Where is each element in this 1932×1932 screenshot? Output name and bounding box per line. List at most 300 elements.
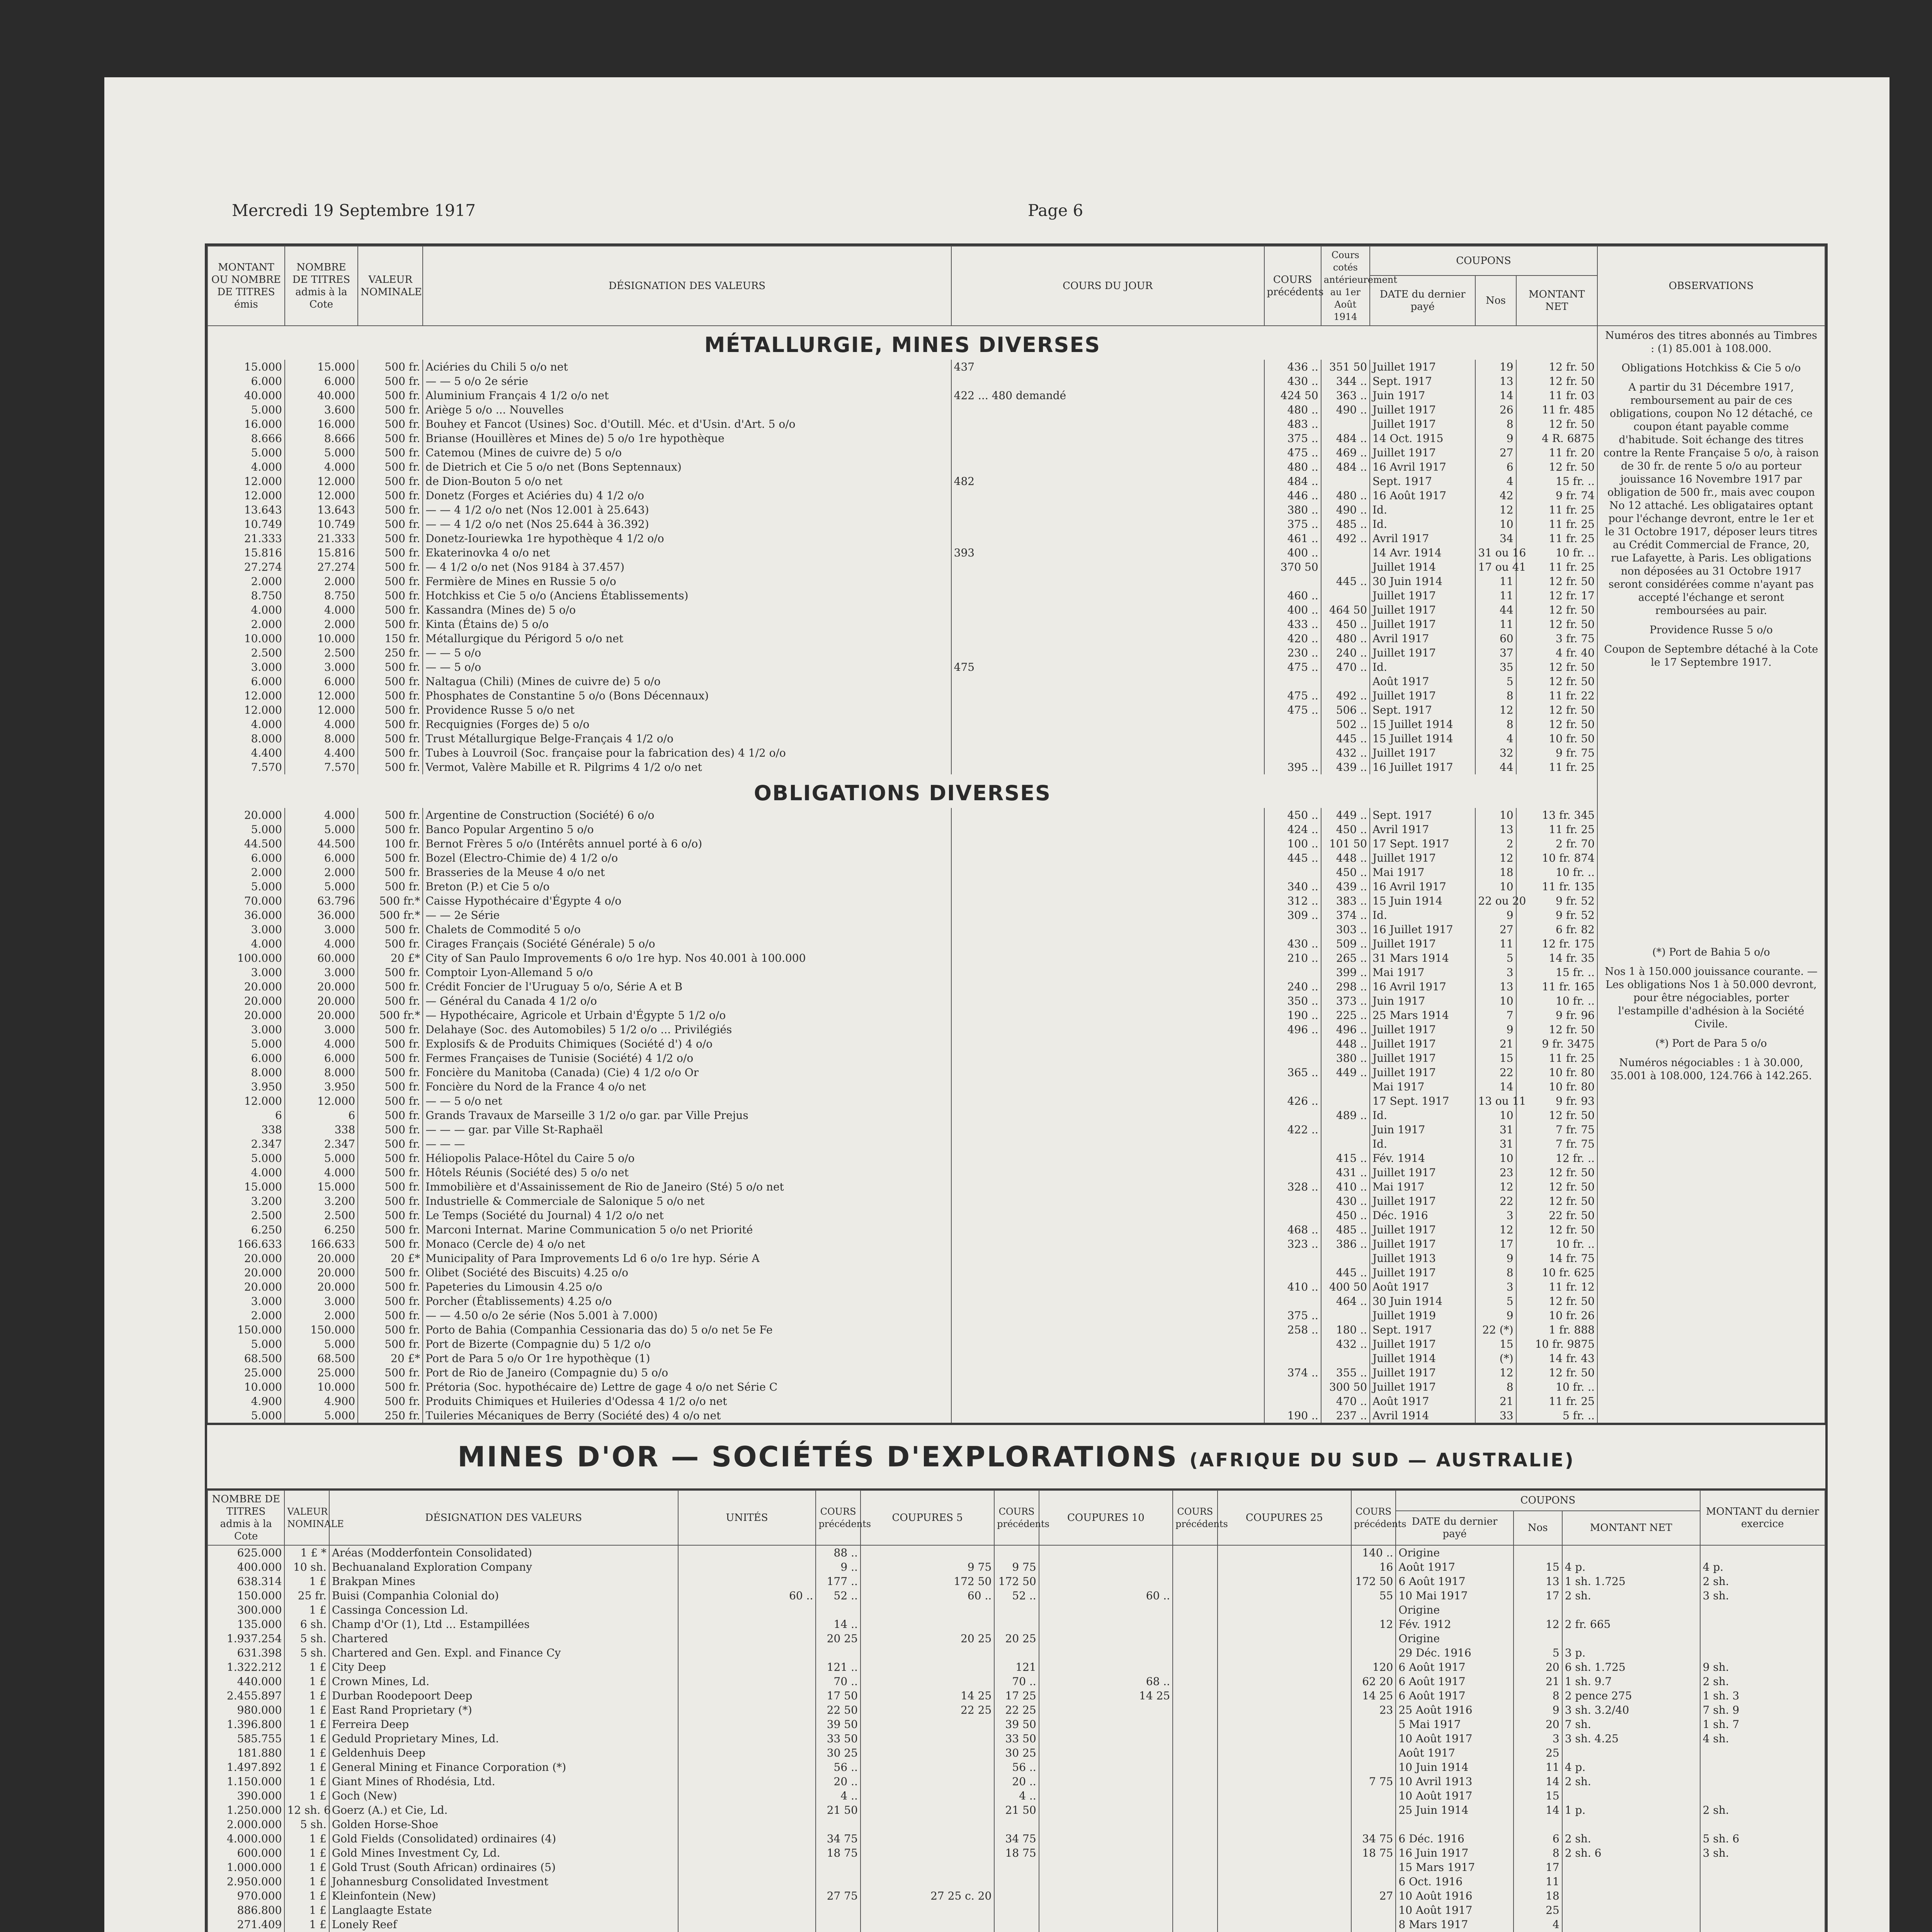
- cell-valeur: 1 £: [284, 1774, 329, 1789]
- cell-no: 11: [1514, 1874, 1562, 1889]
- cell-valeur: 5 sh.: [284, 1817, 329, 1832]
- cell-date: Juillet 1917: [1370, 360, 1475, 374]
- cell-no: 37: [1475, 646, 1516, 660]
- cell-net: 2 sh.: [1562, 1588, 1700, 1603]
- cell-cours-jour: [951, 603, 1264, 617]
- table-row: [207, 503, 1825, 517]
- table-row: [207, 388, 1825, 403]
- table-row: [207, 951, 1825, 965]
- cell-coupures5: [861, 1760, 994, 1774]
- cell-valeur: 500 fr.: [358, 1051, 423, 1065]
- cell-valeur: 500 fr.: [358, 503, 423, 517]
- cell-date: 25 Août 1916: [1396, 1703, 1513, 1717]
- mo-col-no: Nos: [1514, 1511, 1562, 1545]
- cell-admis: 2.500: [285, 646, 358, 660]
- table-row: [207, 851, 1825, 865]
- cell-valeur: 500 fr.: [358, 374, 423, 388]
- cell-cours-prec: 400 ..: [1264, 546, 1321, 560]
- cell-cours-prec: 480 ..: [1264, 403, 1321, 417]
- cell-no: 60: [1475, 631, 1516, 646]
- cell-date: Avril 1917: [1370, 631, 1475, 646]
- table-row: [207, 1603, 1825, 1617]
- cell-admis: 3.000: [285, 660, 358, 674]
- cell-cours2: 39 50: [994, 1717, 1039, 1731]
- cell-cours4: [1351, 1631, 1396, 1646]
- cell-designation: Industrielle & Commerciale de Salonique 5 o/o net: [423, 1194, 951, 1208]
- cell-date: Id.: [1370, 1137, 1475, 1151]
- cell-coupures25: [1218, 1631, 1351, 1646]
- cell-cours4: [1351, 1717, 1396, 1731]
- cell-designation: Goch (New): [329, 1789, 678, 1803]
- cell-designation: — — 4 1/2 o/o net (Nos 12.001 à 25.643): [423, 503, 951, 517]
- cell-valeur: 500 fr.: [358, 360, 423, 374]
- cell-cours-jour: [951, 879, 1264, 894]
- cell-net: 12 fr. 50: [1516, 603, 1597, 617]
- cell-admis: 16.000: [285, 417, 358, 431]
- cell-date: Mai 1917: [1370, 965, 1475, 980]
- cell-cours-prec: 450 ..: [1264, 808, 1321, 822]
- cell-cours-prec: 420 ..: [1264, 631, 1321, 646]
- cell-date: 16 Avril 1917: [1370, 980, 1475, 994]
- cell-valeur: 500 fr.: [358, 1237, 423, 1251]
- cell-net: 4 fr. 40: [1516, 646, 1597, 660]
- cell-net: 9 fr. 74: [1516, 488, 1597, 503]
- cell-cours-ante: 431 ..: [1321, 1165, 1370, 1180]
- cell-cours2: 56 ..: [994, 1760, 1039, 1774]
- mo-col-valeur: VALEUR NOMINALE: [284, 1490, 329, 1545]
- cell-coupures10: [1039, 1603, 1173, 1617]
- cell-cours-ante: 415 ..: [1321, 1151, 1370, 1165]
- cell-net: 12 fr. 50: [1516, 1180, 1597, 1194]
- cell-cours-ante: 449 ..: [1321, 1065, 1370, 1080]
- cell-emis: 3.000: [207, 660, 285, 674]
- cell-coupures5: [861, 1660, 994, 1674]
- cell-coupures5: [861, 1903, 994, 1917]
- cell-coupures5: 172 50: [861, 1574, 994, 1588]
- cell-valeur: 1 £: [284, 1703, 329, 1717]
- cell-emis: 100.000: [207, 951, 285, 965]
- cell-coupures25: [1218, 1746, 1351, 1760]
- table-row: [207, 1760, 1825, 1774]
- col-montant: MONTANT OU NOMBRE DE TITRES émis: [207, 246, 285, 326]
- cell-net: 12 fr. 175: [1516, 937, 1597, 951]
- cell-net: [1562, 1860, 1700, 1874]
- cell-cours2: 30 25: [994, 1746, 1039, 1760]
- cell-admis: 44.500: [285, 837, 358, 851]
- cell-admis: 6.000: [285, 1051, 358, 1065]
- cell-net: 12 fr. 50: [1516, 717, 1597, 731]
- cell-cours4: 172 50: [1351, 1574, 1396, 1588]
- cell-designation: Bernot Frères 5 o/o (Intérêts annuel porté à 6 o/o): [423, 837, 951, 851]
- cell-no: 9: [1475, 1251, 1516, 1265]
- cell-admis: 980.000: [207, 1703, 284, 1717]
- cell-date: Juillet 1917: [1370, 403, 1475, 417]
- cell-cours-jour: 475: [951, 660, 1264, 674]
- table-row: [207, 1108, 1825, 1122]
- cell-no: 44: [1475, 603, 1516, 617]
- cell-designation: — — —: [423, 1137, 951, 1151]
- cell-cours-ante: 400 50: [1321, 1280, 1370, 1294]
- cell-cours-ante: 445 ..: [1321, 574, 1370, 588]
- cell-date: 8 Mars 1917: [1396, 1917, 1513, 1932]
- cell-exercice: [1700, 1746, 1825, 1760]
- cell-date: Origine: [1396, 1603, 1513, 1617]
- cell-designation: — Général du Canada 4 1/2 o/o: [423, 994, 951, 1008]
- cell-date: Origine: [1396, 1631, 1513, 1646]
- cell-cours-jour: [951, 674, 1264, 689]
- cell-admis: 600.000: [207, 1846, 284, 1860]
- cell-designation: — — 5 o/o net: [423, 1094, 951, 1108]
- cell-cours-ante: 450 ..: [1321, 822, 1370, 837]
- cell-admis: 6: [285, 1108, 358, 1122]
- cell-cours-jour: [951, 1223, 1264, 1237]
- cell-valeur: 500 fr.: [358, 965, 423, 980]
- cell-designation: Bozel (Electro-Chimie de) 4 1/2 o/o: [423, 851, 951, 865]
- cell-valeur: 1 £: [284, 1760, 329, 1774]
- cell-designation: Produits Chimiques et Huileries d'Odessa 4 1/2 o/o net: [423, 1394, 951, 1408]
- table-row: [207, 731, 1825, 746]
- cell-date: 16 Avril 1917: [1370, 460, 1475, 474]
- cell-emis: 2.000: [207, 617, 285, 631]
- cell-designation: Kleinfontein (New): [329, 1889, 678, 1903]
- cell-date: 25 Mars 1914: [1370, 1008, 1475, 1022]
- cell-valeur: 500 fr.: [358, 674, 423, 689]
- cell-valeur: 500 fr.: [358, 746, 423, 760]
- cell-valeur: 500 fr.: [358, 1294, 423, 1308]
- cell-net: 12 fr. 50: [1516, 1165, 1597, 1180]
- cell-exercice: 2 sh.: [1700, 1574, 1825, 1588]
- cell-date: 17 Sept. 1917: [1370, 837, 1475, 851]
- cell-date: 16 Juin 1917: [1396, 1846, 1513, 1860]
- mo-col-cours1: COURS précédents: [816, 1490, 860, 1545]
- cell-net: 12 fr. 50: [1516, 417, 1597, 431]
- cell-admis: 1.937.254: [207, 1631, 284, 1646]
- cell-coupures5: [861, 1717, 994, 1731]
- cell-cours-jour: [951, 1408, 1264, 1423]
- cell-cours1: 20 ..: [816, 1774, 860, 1789]
- cell-cours4: [1351, 1803, 1396, 1817]
- cell-cours2: [994, 1617, 1039, 1631]
- cell-valeur: 500 fr.: [358, 574, 423, 588]
- cell-date: Juillet 1919: [1370, 1308, 1475, 1323]
- cell-cours-ante: 450 ..: [1321, 617, 1370, 631]
- cell-cours-ante: 490 ..: [1321, 403, 1370, 417]
- cell-valeur: 500 fr.: [358, 1122, 423, 1137]
- cell-no: 8: [1514, 1689, 1562, 1703]
- cell-admis: 400.000: [207, 1560, 284, 1574]
- table-row: [207, 865, 1825, 879]
- cell-net: 6 sh. 1.725: [1562, 1660, 1700, 1674]
- table-row: [207, 1080, 1825, 1094]
- cell-valeur: 500 fr.: [358, 1094, 423, 1108]
- cell-coupures5: [861, 1817, 994, 1832]
- cell-net: [1562, 1631, 1700, 1646]
- cell-designation: Aciéries du Chili 5 o/o net: [423, 360, 951, 374]
- cell-date: Id.: [1370, 517, 1475, 531]
- cell-coupures25: [1218, 1560, 1351, 1574]
- cell-admis: 1.000.000: [207, 1860, 284, 1874]
- table-row: [207, 1408, 1825, 1423]
- cell-designation: Tubes à Louvroil (Soc. française pour la fabrication des) 4 1/2 o/o: [423, 746, 951, 760]
- col-no: Nos: [1475, 276, 1516, 326]
- cell-cours1: 9 ..: [816, 1560, 860, 1574]
- cell-cours-prec: 446 ..: [1264, 488, 1321, 503]
- cell-admis: 12.000: [285, 474, 358, 488]
- table-row: [207, 1208, 1825, 1223]
- cell-cours1: 20 25: [816, 1631, 860, 1646]
- table-row: [207, 1860, 1825, 1874]
- table-row: [207, 1366, 1825, 1380]
- cell-designation: Chalets de Commodité 5 o/o: [423, 922, 951, 937]
- mines-or-title: [207, 1423, 1825, 1490]
- cell-net: 12 fr. 50: [1516, 360, 1597, 374]
- cell-exercice: [1700, 1545, 1825, 1560]
- mo-col-date: DATE du dernier payé: [1396, 1511, 1513, 1545]
- col-cours-jour: COURS DU JOUR: [951, 246, 1264, 326]
- cell-date: Juillet 1917: [1370, 1165, 1475, 1180]
- cell-designation: Municipality of Para Improvements Ld 6 o/o 1re hyp. Série A: [423, 1251, 951, 1265]
- cell-date: 16 Août 1917: [1370, 488, 1475, 503]
- cell-unites: [678, 1574, 816, 1588]
- table-row: [207, 922, 1825, 937]
- cell-admis: 625.000: [207, 1545, 284, 1560]
- table-row: [207, 1717, 1825, 1731]
- cell-cours-prec: 475 ..: [1264, 703, 1321, 717]
- cell-valeur: 1 £: [284, 1874, 329, 1889]
- table-row: [207, 1151, 1825, 1165]
- table-row: [207, 1051, 1825, 1065]
- cell-cours-jour: [951, 937, 1264, 951]
- cell-valeur: 500 fr.: [358, 1308, 423, 1323]
- cell-date: Juillet 1917: [1370, 1337, 1475, 1351]
- cell-cours-prec: 483 ..: [1264, 417, 1321, 431]
- cell-cours4: 7 75: [1351, 1774, 1396, 1789]
- cell-valeur: 250 fr.: [358, 646, 423, 660]
- col-date: DATE du dernier payé: [1370, 276, 1475, 326]
- cell-cours3: [1173, 1631, 1217, 1646]
- cell-valeur: 500 fr.: [358, 531, 423, 546]
- cell-cours3: [1173, 1760, 1217, 1774]
- cell-net: 3 p.: [1562, 1646, 1700, 1660]
- cell-coupures25: [1218, 1846, 1351, 1860]
- cell-valeur: 500 fr.: [358, 994, 423, 1008]
- cell-cours-ante: 432 ..: [1321, 1337, 1370, 1351]
- cell-unites: [678, 1874, 816, 1889]
- cell-emis: 5.000: [207, 403, 285, 417]
- cell-valeur: 500 fr.: [358, 588, 423, 603]
- cell-no: 5: [1514, 1646, 1562, 1660]
- cell-unites: [678, 1917, 816, 1932]
- cell-no: 15: [1475, 1337, 1516, 1351]
- cell-emis: 3.950: [207, 1080, 285, 1094]
- cell-emis: 6: [207, 1108, 285, 1122]
- cell-date: 6 Oct. 1916: [1396, 1874, 1513, 1889]
- cell-no: 7: [1475, 1008, 1516, 1022]
- cell-cours-jour: [951, 1108, 1264, 1122]
- cell-cours-ante: 470 ..: [1321, 1394, 1370, 1408]
- cell-cours3: [1173, 1874, 1217, 1889]
- cell-cours-prec: [1264, 1394, 1321, 1408]
- cell-cours-prec: 375 ..: [1264, 431, 1321, 446]
- cell-no: 10: [1475, 879, 1516, 894]
- cell-date: Déc. 1916: [1370, 1208, 1475, 1223]
- cell-date: Juillet 1917: [1370, 1380, 1475, 1394]
- cell-cours-jour: [951, 631, 1264, 646]
- cell-designation: Bechuanaland Exploration Company: [329, 1560, 678, 1574]
- section-row-obligations: [207, 774, 1825, 808]
- cell-no: [1514, 1603, 1562, 1617]
- cell-cours-ante: 380 ..: [1321, 1051, 1370, 1065]
- cell-cours-prec: [1264, 1194, 1321, 1208]
- cell-net: 12 fr. ..: [1516, 1151, 1597, 1165]
- cell-cours2: [994, 1603, 1039, 1617]
- cell-valeur: 1 £: [284, 1860, 329, 1874]
- cell-designation: Buisi (Companhia Colonial do): [329, 1588, 678, 1603]
- cell-coupures5: [861, 1860, 994, 1874]
- cell-exercice: 3 sh.: [1700, 1846, 1825, 1860]
- cell-no: 3: [1475, 1208, 1516, 1223]
- cell-no: 14: [1514, 1803, 1562, 1817]
- cell-cours4: [1351, 1903, 1396, 1917]
- cell-valeur: 500 fr.: [358, 1065, 423, 1080]
- cell-net: 12 fr. 17: [1516, 588, 1597, 603]
- cell-valeur: 5 sh.: [284, 1631, 329, 1646]
- cell-admis: 181.880: [207, 1746, 284, 1760]
- cell-cours-jour: [951, 503, 1264, 517]
- cell-date: 10 Mai 1917: [1396, 1588, 1513, 1603]
- cell-cours-jour: [951, 980, 1264, 994]
- table-row: [207, 374, 1825, 388]
- cell-cours3: [1173, 1832, 1217, 1846]
- cell-cours-ante: 469 ..: [1321, 446, 1370, 460]
- col-observations: OBSERVATIONS: [1597, 246, 1825, 326]
- cell-cours-jour: [951, 417, 1264, 431]
- cell-net: 11 fr. 135: [1516, 879, 1597, 894]
- cell-cours-prec: 375 ..: [1264, 517, 1321, 531]
- cell-coupures25: [1218, 1889, 1351, 1903]
- cell-net: 11 fr. 22: [1516, 689, 1597, 703]
- cell-cours-ante: [1321, 560, 1370, 574]
- cell-net: 14 fr. 75: [1516, 1251, 1597, 1265]
- cell-cours-ante: [1321, 1122, 1370, 1137]
- cell-date: 15 Juillet 1914: [1370, 731, 1475, 746]
- cell-valeur: 500 fr.: [358, 731, 423, 746]
- table-row: [207, 1588, 1825, 1603]
- cell-date: Id.: [1370, 1108, 1475, 1122]
- table-row: [207, 1703, 1825, 1717]
- cell-designation: Brakpan Mines: [329, 1574, 678, 1588]
- cell-cours-ante: [1321, 1308, 1370, 1323]
- cell-no: 12: [1514, 1617, 1562, 1631]
- cell-no: 4: [1475, 474, 1516, 488]
- cell-emis: 2.000: [207, 865, 285, 879]
- cell-cours-ante: 448 ..: [1321, 851, 1370, 865]
- cell-designation: City of San Paulo Improvements 6 o/o 1re hyp. Nos 40.001 à 100.000: [423, 951, 951, 965]
- cell-net: 10 fr. ..: [1516, 1380, 1597, 1394]
- table-row: [207, 1817, 1825, 1832]
- cell-valeur: 500 fr.: [358, 1323, 423, 1337]
- cell-cours-prec: [1264, 1080, 1321, 1094]
- cell-admis: 20.000: [285, 1008, 358, 1022]
- cell-no: 3: [1475, 1280, 1516, 1294]
- cell-cours3: [1173, 1603, 1217, 1617]
- cell-date: Juillet 1917: [1370, 1022, 1475, 1037]
- cell-cours3: [1173, 1746, 1217, 1760]
- cell-admis: 2.000: [285, 865, 358, 879]
- cell-coupures10: [1039, 1917, 1173, 1932]
- cell-no: 9: [1475, 431, 1516, 446]
- cell-date: 16 Juillet 1917: [1370, 760, 1475, 774]
- cell-cours2: 18 75: [994, 1846, 1039, 1860]
- cell-no: 31: [1475, 1137, 1516, 1151]
- cell-no: 22: [1475, 1194, 1516, 1208]
- cell-valeur: 1 £: [284, 1846, 329, 1860]
- table-metallurgie: [207, 246, 1825, 1423]
- cell-admis: 15.816: [285, 546, 358, 560]
- cell-cours-jour: [951, 760, 1264, 774]
- cell-cours2: 172 50: [994, 1574, 1039, 1588]
- cell-no: 26: [1475, 403, 1516, 417]
- cell-designation: Foncière du Manitoba (Canada) (Cie) 4 1/2 o/o Or: [423, 1065, 951, 1080]
- cell-cours-jour: [951, 460, 1264, 474]
- cell-net: 10 fr. ..: [1516, 994, 1597, 1008]
- cell-net: 1 sh. 9.7: [1562, 1674, 1700, 1689]
- cell-coupures5: [861, 1603, 994, 1617]
- cell-net: 14 fr. 43: [1516, 1351, 1597, 1366]
- cell-emis: 5.000: [207, 446, 285, 460]
- cell-unites: [678, 1832, 816, 1846]
- cell-coupures5: [861, 1789, 994, 1803]
- table-row: [207, 1265, 1825, 1280]
- cell-admis: 1.396.800: [207, 1717, 284, 1731]
- cell-admis: 6.250: [285, 1223, 358, 1237]
- cell-cours3: [1173, 1545, 1217, 1560]
- cell-designation: Brasseries de la Meuse 4 o/o net: [423, 865, 951, 879]
- cell-designation: Donetz (Forges et Aciéries du) 4 1/2 o/o: [423, 488, 951, 503]
- cell-cours1: 14 ..: [816, 1617, 860, 1631]
- cell-cours-prec: 433 ..: [1264, 617, 1321, 631]
- table-row: [207, 1308, 1825, 1323]
- cell-cours-prec: 370 50: [1264, 560, 1321, 574]
- cell-valeur: 500 fr.: [358, 1037, 423, 1051]
- cell-admis: 68.500: [285, 1351, 358, 1366]
- cell-cours-ante: 303 ..: [1321, 922, 1370, 937]
- cell-valeur: 500 fr.: [358, 1137, 423, 1151]
- cell-valeur: 500 fr.: [358, 560, 423, 574]
- cell-no: 12: [1475, 851, 1516, 865]
- cell-cours1: [816, 1903, 860, 1917]
- cell-cours-jour: [951, 717, 1264, 731]
- cell-date: Août 1917: [1370, 674, 1475, 689]
- cell-emis: 3.000: [207, 965, 285, 980]
- cell-net: 11 fr. 25: [1516, 503, 1597, 517]
- cell-emis: 5.000: [207, 1408, 285, 1423]
- cell-date: Juillet 1913: [1370, 1251, 1475, 1265]
- cell-no: 15: [1475, 1051, 1516, 1065]
- col-coupons: COUPONS: [1370, 246, 1597, 276]
- cell-coupures25: [1218, 1817, 1351, 1832]
- cell-valeur: 500 fr.*: [358, 908, 423, 922]
- cell-net: 9 fr. 75: [1516, 746, 1597, 760]
- cell-cours-prec: 190 ..: [1264, 1008, 1321, 1022]
- cell-no: [1514, 1631, 1562, 1646]
- mo-col-coupures5: COUPURES 5: [861, 1490, 994, 1545]
- cell-coupures10: 60 ..: [1039, 1588, 1173, 1603]
- cell-cours1: 4 ..: [816, 1789, 860, 1803]
- cell-net: 11 fr. 165: [1516, 980, 1597, 994]
- cell-designation: Geduld Proprietary Mines, Ld.: [329, 1731, 678, 1746]
- cell-unites: [678, 1545, 816, 1560]
